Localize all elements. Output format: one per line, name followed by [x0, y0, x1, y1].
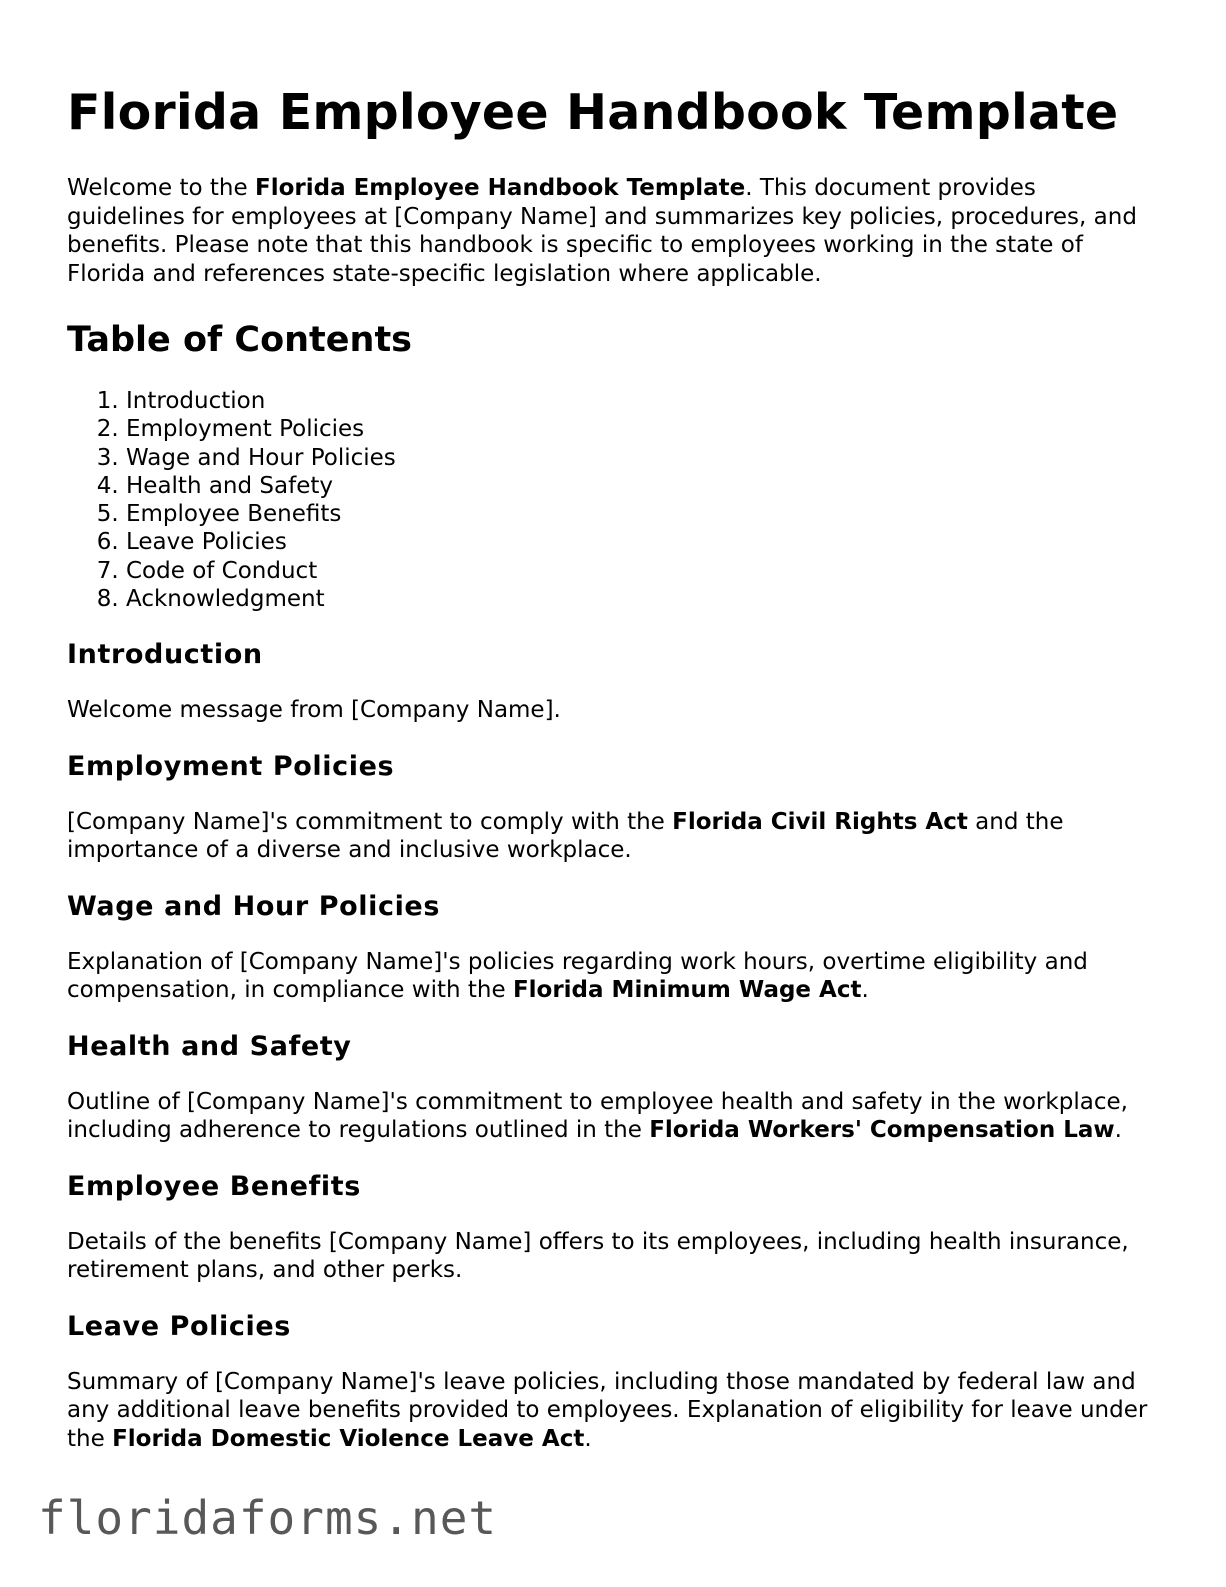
section-text-wage: Explanation of [Company Name]'s policies regarding work hours, overtime eligibility and compensation, in compliance with the Florida Minimum Wage Act.: [67, 948, 1088, 1004]
section-text-benefits: Details of the benefits [Company Name] offers to its employees, including health insurance, retirement plans, and other perks.: [67, 1228, 1129, 1284]
toc-item: 1. Introduction: [126, 387, 1157, 415]
toc-item: 6. Leave Policies: [126, 528, 1157, 556]
section-heading-employment: Employment Policies: [67, 750, 395, 782]
toc-item: 2. Employment Policies: [126, 415, 1157, 443]
section-heading-leave: Leave Policies: [67, 1310, 291, 1342]
toc-item: 7. Code of Conduct: [126, 557, 1157, 585]
section-heading-health: Health and Safety: [67, 1030, 352, 1062]
section-heading-benefits: Employee Benefits: [67, 1170, 361, 1202]
section-heading-wage: Wage and Hour Policies: [67, 890, 441, 922]
toc-item: 4. Health and Safety: [126, 472, 1157, 500]
toc-heading: Table of Contents: [67, 320, 413, 360]
section-text-introduction: Welcome message from [Company Name].: [67, 697, 561, 724]
toc-item: 5. Employee Benefits: [126, 500, 1157, 528]
section-heading-introduction: Introduction: [67, 639, 263, 671]
section-text-employment: [Company Name]'s commitment to comply with the Florida Civil Rights Act and the importance of a diverse and inclusive workplace.: [67, 808, 1064, 864]
section-text-leave: Summary of [Company Name]'s leave policies, including those mandated by federal law and any additional leave benefits provided to employees. Explanation of eligibility for leave under the Florida Domestic Violence Leave Act.: [67, 1368, 1148, 1452]
document-page: [67, 82, 1157, 1453]
toc-item: 8. Acknowledgment: [126, 585, 1157, 613]
watermark: floridaforms.net: [38, 1491, 498, 1545]
section-text-health: Outline of [Company Name]'s commitment to employee health and safety in the workplace, including adherence to regulations outlined in the Florida Workers' Compensation Law.: [67, 1088, 1128, 1144]
toc-list: [67, 387, 1157, 613]
toc-item: 3. Wage and Hour Policies: [126, 444, 1157, 472]
page-title: Florida Employee Handbook Template: [67, 84, 1119, 141]
intro-paragraph: Welcome to the Florida Employee Handbook Template. This document provides guidelines for employees at [Company Name] and summarizes key policies, procedures, and benefits. Please note that this handbook is specific to employees working in the state of Florida and references state-specific legislation where applicable.: [67, 175, 1137, 287]
